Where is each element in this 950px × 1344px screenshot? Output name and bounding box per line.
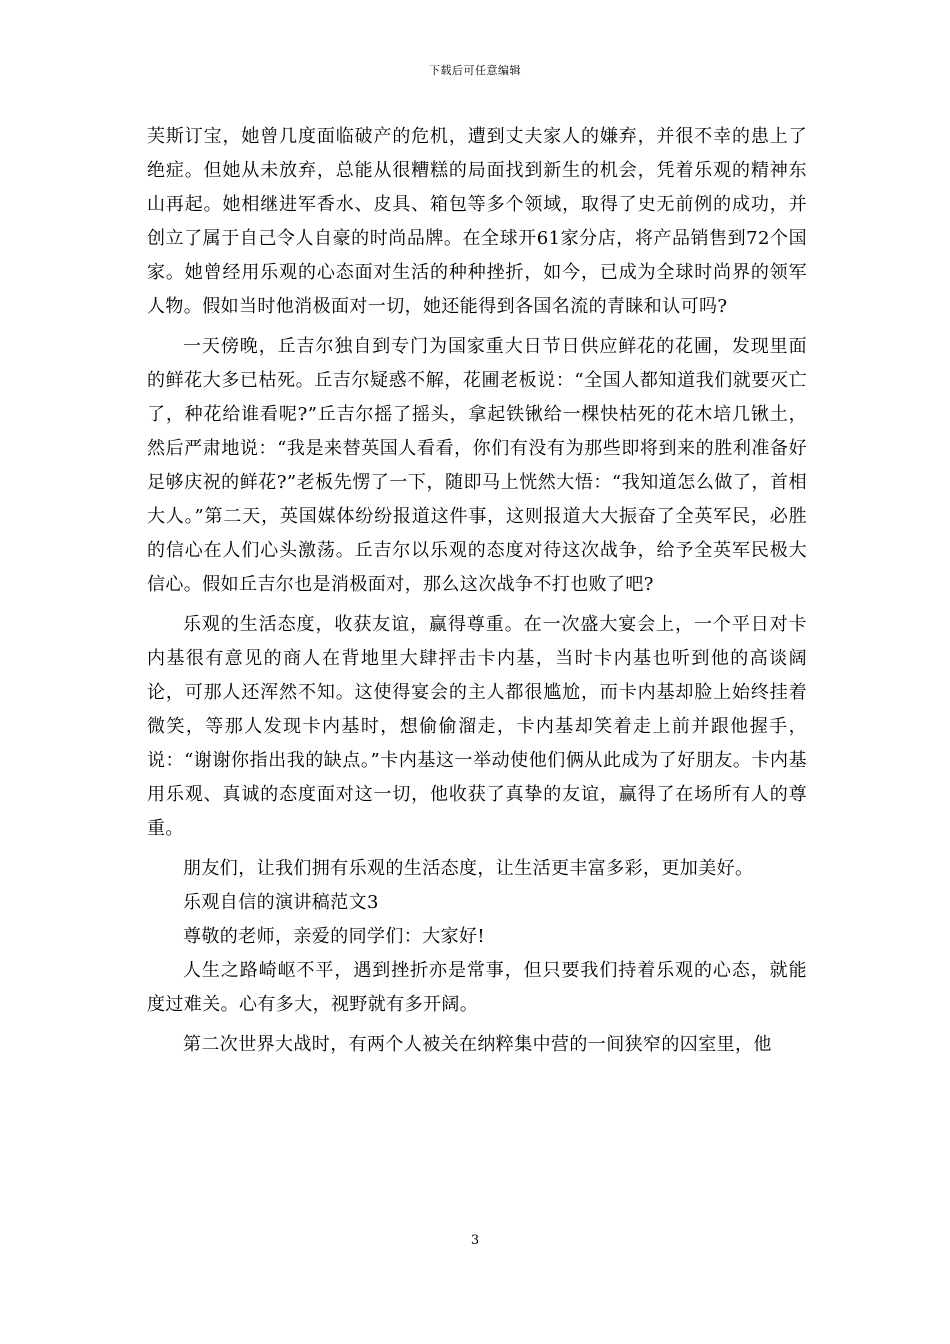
paragraph-carnegie: 乐观的生活态度，收获友谊，赢得尊重。在一次盛大宴会上，一个平日对卡内基很有意见的商人在背地里大肆抨击卡内基，当时卡内基也听到他的高谈阔论，可那人还浑然不知。这使得宴会的主人都很尴尬，而卡内基却脸上始终挂着微笑，等那人发现卡内基时，想偷偷溜走，卡内基却笑着走上前并跟他握手，说：“谢谢你指出我的缺点。”卡内基这一举动使他们俩从此成为了好朋友。卡内基用乐观、真诚的态度面对这一切，他收获了真挚的友谊，赢得了在场所有人的尊重。 [147, 614, 807, 839]
paragraph-intro: 人生之路崎岖不平，遇到挫折亦是常事，但只要我们持着乐观的心态，就能度过难关。心有多大，视野就有多开阔。 [147, 960, 807, 1015]
section-heading: 乐观自信的演讲稿范文3 [183, 892, 379, 913]
paragraph-greeting: 尊敬的老师，亲爱的同学们：大家好! [183, 926, 486, 947]
paragraph-continuation: 芙斯订宝，她曾几度面临破产的危机，遭到丈夫家人的嫌弃，并很不幸的患上了绝症。但她从未放弃，总能从很糟糕的局面找到新生的机会，凭着乐观的精神东山再起。她相继进军香水、皮具、箱包等多个领域，取得了史无前例的成功，并创立了属于自己令人自豪的时尚品牌。在全球开61家分店，将产品销售到72个国家。她曾经用乐观的心态面对生活的种种挫折，如今，已成为全球时尚界的领军人物。假如当时他消极面对一切，她还能得到各国名流的青睐和认可吗? [147, 126, 807, 317]
page-header: 下载后可任意编辑 [429, 64, 521, 77]
paragraph-wwii: 第二次世界大战时，有两个人被关在纳粹集中营的一间狭窄的囚室里，他 [183, 1034, 772, 1055]
paragraph-churchill: 一天傍晚，丘吉尔独自到专门为国家重大日节日供应鲜花的花圃，发现里面的鲜花大多已枯死。丘吉尔疑惑不解，花圃老板说：“全国人都知道我们就要灭亡了，种花给谁看呢?”丘吉尔摇了摇头，拿起铁锹给一棵快枯死的花木培几锹土，然后严肃地说：“我是来替英国人看看，你们有没有为那些即将到来的胜利准备好足够庆祝的鲜花?”老板先愣了一下，随即马上恍然大悟：“我知道怎么做了，首相大人。”第二天，英国媒体纷纷报道这件事，这则报道大大振奋了全英军民，必胜的信心在人们心头激荡。丘吉尔以乐观的态度对待这次战争，给予全英军民极大信心。假如丘吉尔也是消极面对，那么这次战争不打也败了吧? [147, 336, 807, 595]
paragraph-conclusion: 朋友们，让我们拥有乐观的生活态度，让生活更丰富多彩，更加美好。 [183, 858, 754, 879]
document-body [147, 120, 807, 1062]
page-number: 3 [470, 1233, 480, 1248]
